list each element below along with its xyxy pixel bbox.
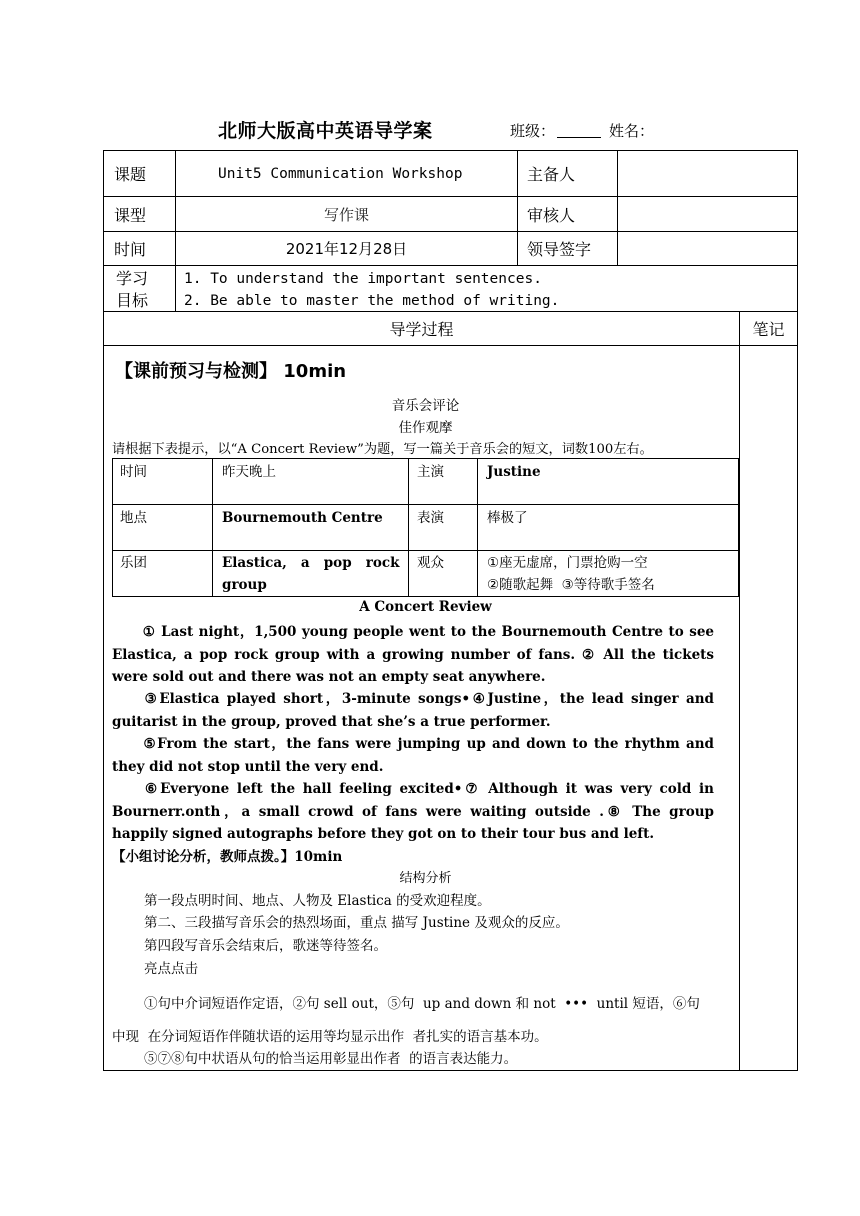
class-label: 班级： (510, 122, 556, 140)
hint-key: 乐团 (120, 555, 147, 571)
highlights-label: 亮点点击 (144, 961, 198, 977)
essay-paragraph-text: ① Last night，1,500 young people went to the Bournemouth Centre to see Elastica, a pop rock group with a growing number of fans. ② All the tickets were sold out and there was not an empty seat anywhere. (112, 624, 714, 685)
analysis-line: 中现 在分词短语作伴随状语的运用等均显示出作 者扎实的语言基本功。 (112, 1029, 548, 1045)
essay-paragraph-text: ③Elastica played short，3-minute songs•④Justine，the lead singer and guitarist in the group, proved that she’s a true performer. (112, 691, 714, 730)
goals-label (116, 268, 148, 312)
goal-item: 1. To understand the important sentences. (184, 271, 542, 287)
analysis-line: ⑤⑦⑧句中状语从句的恰当运用彰显出作者 的语言表达能力。 (144, 1051, 518, 1067)
topic-label: 课题 (114, 165, 147, 184)
time-label: 时间 (114, 240, 147, 259)
essay-paragraph (112, 778, 714, 846)
hint-key: 主演 (417, 464, 444, 480)
preview-subtitle: 音乐会评论 (391, 398, 460, 414)
hint-value-cont: ②随歌起舞 ③等待歌手签名 (487, 577, 655, 593)
hint-value: Justine (487, 464, 541, 480)
essay-paragraph-text: ⑥Everyone left the hall feeling excited•⑦ Although it was very cold in Bournerr.onth，a small crowd of fans were waiting outside .⑧ The group happily signed autographs before they got on to their tour bus and left. (112, 781, 714, 842)
time-value: 2021年12月28日 (285, 240, 408, 258)
reviewer-value[interactable] (618, 197, 797, 231)
name-label: 姓名： (609, 122, 655, 140)
reviewer-label: 审核人 (527, 205, 576, 225)
hint-value: Elastica, a pop rock (222, 555, 400, 571)
hint-key: 表演 (417, 510, 444, 526)
goals-label-line-2: 目标 (116, 291, 149, 310)
hint-key: 时间 (120, 464, 147, 480)
document-title: 北师大版高中英语导学案 (218, 120, 433, 142)
leader-signature-label: 领导签字 (527, 240, 592, 259)
hint-key: 地点 (120, 510, 147, 526)
essay-paragraph (112, 621, 714, 689)
essay-paragraph-text: ⑤From the start，the fans were jumping up and down to the rhythm and they did not stop until the very end. (112, 736, 714, 775)
analysis-line: 第二、三段描写音乐会的热烈场面，重点 描写 Justine 及观众的反应。 (144, 915, 569, 931)
analysis-line: 第四段写音乐会结束后，歌迷等待签名。 (144, 938, 387, 954)
hint-value: 昨天晚上 (222, 464, 276, 480)
analysis-heading: 【小组讨论分析，教师点拨。】10min (112, 849, 343, 865)
hint-value: ①座无虚席，门票抢购一空 (487, 555, 648, 571)
preparer-value[interactable] (618, 151, 797, 196)
hint-value: Bournemouth Centre (222, 510, 383, 526)
process-header: 导学过程 (389, 320, 454, 339)
hint-value: 棒极了 (487, 510, 528, 526)
hint-value-cont: group (222, 577, 267, 593)
goals-label-line-1: 学习 (116, 269, 149, 288)
class-blank[interactable] (557, 123, 601, 138)
hint-key: 观众 (417, 555, 444, 571)
essay-paragraph (112, 733, 714, 778)
preview-heading: 【课前预习与检测】 10min (115, 361, 347, 382)
type-label: 课型 (114, 205, 147, 225)
goal-item: 2. Be able to master the method of writing. (184, 293, 560, 309)
essay-title: A Concert Review (359, 599, 492, 615)
analysis-subtitle: 结构分析 (399, 871, 452, 886)
topic-value: Unit5 Communication Workshop (218, 165, 463, 182)
writing-instruction: 请根据下表提示，以“A Concert Review”为题，写一篇关于音乐会的短文，词数100左右。 (112, 442, 653, 457)
analysis-line: 第一段点明时间、地点、人物及 Elastica 的受欢迎程度。 (144, 893, 491, 909)
preparer-label: 主备人 (527, 165, 576, 184)
essay-paragraph (112, 688, 714, 733)
notes-header: 笔记 (752, 320, 785, 339)
leader-signature-value[interactable] (618, 232, 797, 265)
type-value: 写作课 (323, 205, 369, 224)
analysis-line: ①句中介词短语作定语，②句 sell out，⑤句 up and down 和 not ••• until 短语，⑥句 (144, 996, 700, 1012)
preview-subtitle-2: 佳作观摩 (398, 420, 453, 436)
header-meta (510, 120, 654, 141)
goals-list (184, 268, 559, 312)
